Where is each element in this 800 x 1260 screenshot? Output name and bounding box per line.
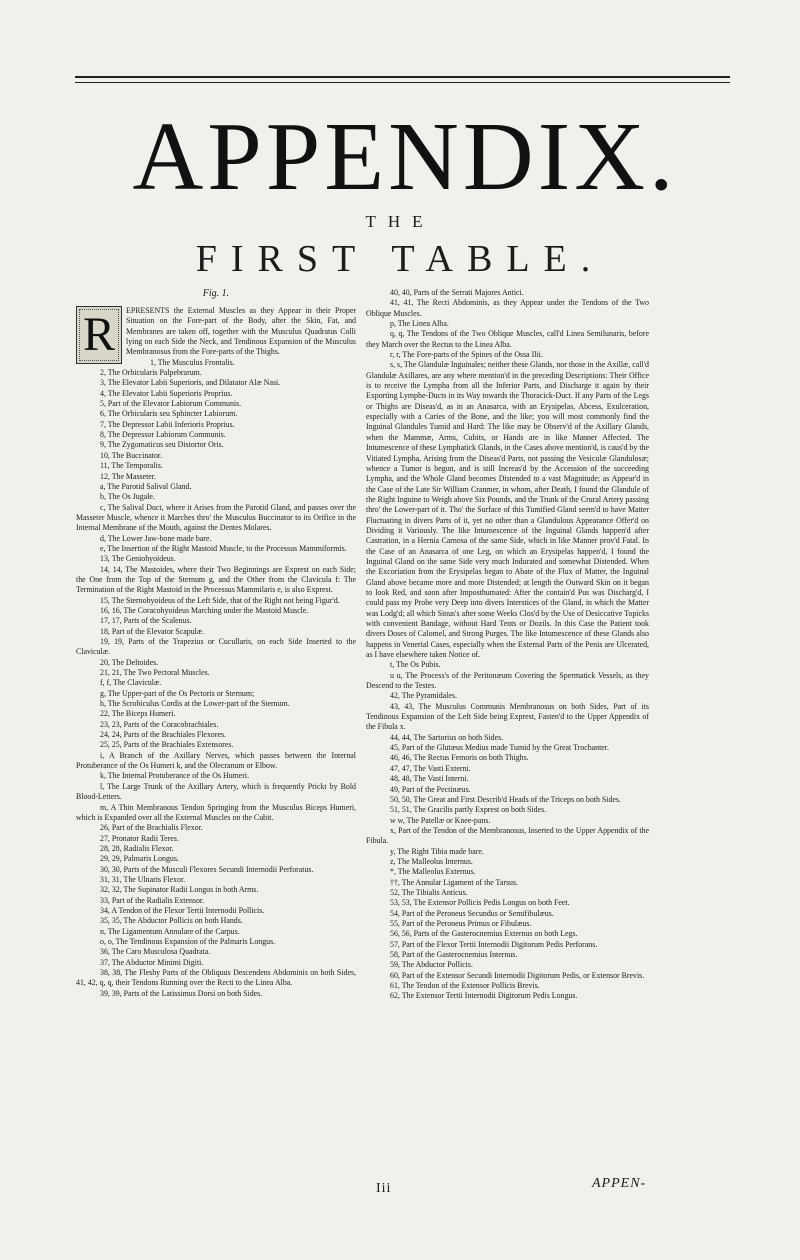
entry-paragraph: 58, Part of the Gasterocnemius Internus.	[390, 950, 518, 959]
entry-paragraph: i, A Branch of the Axillary Nerves, which passes between the Internal Protuberance of the Os Humeri k, and the Olecranum or Elbow.	[76, 750, 356, 771]
entry-paragraph: 56, 56, Parts of the Gasterocnemius Externus on both Legs.	[390, 929, 578, 939]
entry-paragraph: 7, The Depressor Labii Inferioris Proprius.	[100, 419, 235, 429]
entry-paragraph: 41, 41, The Recti Abdominis, as they Appear under the Tendons of the Two Oblique Muscles.	[366, 298, 649, 318]
entry-paragraph: 40, 40, Parts of the Serrati Majores Antici.	[390, 288, 524, 297]
entry-paragraph: 4, The Elevator Labii Superioris Proprius.	[100, 388, 233, 398]
entry-paragraph: 35, 35, The Abductor Pollicis on both Hands.	[100, 916, 243, 926]
entry-paragraph: 17, 17, Parts of the Scalenus.	[100, 616, 192, 626]
top-rule-thin	[75, 82, 730, 83]
entry-paragraph: b, The Os Jugale.	[100, 492, 155, 502]
entry-paragraph: 8, The Depressor Labiorum Communis.	[100, 430, 226, 440]
entry-paragraph: 29, 29, Palmaris Longus.	[100, 854, 179, 864]
entry-paragraph: 36, The Caro Musculosa Quadrata.	[100, 947, 211, 957]
entry-paragraph: 51, 51, The Gracilis partly Exprest on both Sides.	[390, 805, 547, 815]
entry-paragraph: 23, 23, Parts of the Coracobrachiales.	[100, 719, 219, 729]
entry-paragraph: l, The Large Trunk of the Axillary Artery, which is frequently Prickt by Bold Blood-Letters.	[76, 781, 356, 802]
entry-paragraph: t, The Os Pubis.	[390, 660, 441, 670]
entry-paragraph: y, The Right Tibia made bare.	[390, 846, 484, 856]
catchword: APPEN-	[592, 1176, 647, 1191]
entry-paragraph: o, o, The Tendinous Expansion of the Palmaris Longus.	[100, 936, 276, 946]
signature-mark: Iii	[376, 1181, 392, 1196]
right-column	[366, 288, 649, 1002]
entry-paragraph: 13, The Geniohyoideus.	[100, 554, 176, 564]
entry-paragraph: 33, Part of the Radialis Extensor.	[100, 895, 205, 905]
entry-paragraph: 60, Part of the Extensor Secundi Internodii Digitorum Pedis, or Extensor Brevis.	[390, 970, 645, 980]
entry-paragraph: k, The Internal Protuberance of the Os Humeri.	[100, 771, 250, 781]
entry-paragraph: 15, The Sternohyoideus of the Left Side, that of the Right not being Figur'd.	[100, 595, 340, 605]
entry-paragraph: EPRESENTS the External Muscles as they Appear in their Proper Situation on the Fore-part of the Body, after the Skin, Fat, and Membranes are taken off, together with the Musculus Quadratus Colli lying on each Side the Neck, and Tendinous Expansion of the Musculus Membranosus from the Fore-parts of the Thighs.	[126, 306, 356, 357]
entry-paragraph: 43, 43, The Musculus Communis Membranosus on both Sides, Part of its Tendinous Expansion of the Left Side being Exprest, Fasten'd to the Upper Appendix of the Fibula x.	[366, 701, 649, 732]
ornamental-initial	[76, 306, 122, 364]
entry-paragraph: *, The Malleolus Externus.	[390, 867, 476, 877]
left-entries	[76, 306, 356, 999]
entry-paragraph: 20, The Deltoides.	[100, 657, 159, 667]
entry-paragraph: 1, The Musculus Frontalis.	[150, 357, 235, 367]
subtitle-table: FIRST TABLE.	[195, 238, 605, 280]
entry-paragraph: 24, 24, Parts of the Brachiales Flexores.	[100, 730, 227, 740]
entry-paragraph: 27, Pronator Radii Teres.	[100, 833, 179, 843]
entry-paragraph: g, The Upper-part of the Os Pectoris or Sternum;	[100, 688, 255, 698]
entry-paragraph: 12, The Masseter.	[100, 471, 156, 481]
entry-paragraph: 26, Part of the Brachialis Flexor.	[100, 823, 203, 833]
entry-paragraph: 18, Part of the Elevator Scapulæ.	[100, 626, 205, 636]
entry-paragraph: d, The Lower Jaw-bone made bare.	[100, 533, 212, 543]
entry-paragraph: a, The Parotid Salival Gland.	[100, 481, 192, 491]
entry-paragraph: z, The Malleolus Internus.	[390, 856, 473, 866]
top-rule	[75, 76, 730, 78]
entry-paragraph: 3, The Elevator Labii Superioris, and Dilatator Alæ Nasi.	[100, 378, 281, 388]
entry-paragraph: ††, The Annular Ligament of the Tarsus.	[390, 877, 519, 887]
entry-paragraph: 21, 21, The Two Pectoral Muscles.	[100, 668, 210, 678]
entry-paragraph: 22, The Biceps Humeri.	[100, 709, 176, 719]
entry-paragraph: 28, 28, Radialis Flexor.	[100, 843, 174, 853]
entry-paragraph: 32, 32, The Supinator Radii Longus in both Arms.	[100, 885, 259, 895]
entry-paragraph: 6, The Orbicularis seu Sphincter Labiorum.	[100, 409, 238, 419]
subtitle-the: THE	[365, 212, 435, 231]
entry-paragraph: 49, Part of the Pectinæus.	[390, 784, 471, 794]
figure-label: Fig. 1.	[202, 288, 230, 299]
entry-paragraph: 37, The Abductor Minimi Digiti.	[100, 957, 204, 967]
entry-paragraph: 61, The Tendon of the Extensor Pollicis Brevis.	[390, 981, 540, 991]
entry-paragraph: 50, 50, The Great and First Describ'd Heads of the Triceps on both Sides.	[390, 794, 621, 804]
entry-paragraph: 53, 53, The Extensor Pollicis Pedis Longus on both Feet.	[390, 898, 570, 908]
entry-paragraph: 25, 25, Parts of the Brachiales Extensores.	[100, 740, 234, 750]
entry-paragraph: 57, Part of the Flexor Tertii Internodii Digitorum Pedis Perforans.	[390, 939, 598, 949]
entry-paragraph: 55, Part of the Peroneus Primus or Fibulæus.	[390, 918, 532, 928]
entry-paragraph: 45, Part of the Glutæus Medius made Tumid by the Great Trochanter.	[390, 743, 609, 753]
entry-paragraph: h, The Scrobiculus Cordis at the Lower-part of the Sternum.	[100, 699, 290, 709]
entry-paragraph: 39, 39, Parts of the Latissimus Dorsi on both Sides.	[100, 988, 263, 998]
dropcap-letter: R	[82, 308, 115, 361]
entry-paragraph: 42, The Pyramidales.	[390, 691, 457, 701]
entry-paragraph: 11, The Temporalis.	[100, 461, 163, 471]
entry-paragraph: s, s, The Glandulæ Inguinales; neither these Glands, nor those in the Axillæ, call'd Glandulæ Axillares, are any where mention'd in the preceding Descriptions: Their Office is to receive the Lympha from all the Inferior Parts, and Discharge it again by their Exporting Lymphe-Ducts in its Way towards the Thoracick-Duct. If any Parts of the Legs or Thighs are Diseas'd, as in an Anasarca, with an Erysipelas, Abcess, Exulceration, especially with a Caries of the Bone, and the like; you will most commonly find the Inguinal Glandules Tumid and Hard: The like may be Observ'd of the Axillary Glands, when the Mammæ, Arms, Cubits, or Hands are in like Manner Affected. The Intumescence of these Lymphatick Glands, in the Cases above mention'd, is caus'd by the Vitiated Lympha, Arising from the Diseas'd Parts, not passing the Vesiculæ Glandulosæ; whence a Tumor is begun, and is still Increas'd by the Accession of the succeeding Lympha, and the Whole Gland becomes Distended to a vast Magnitude; as Appear'd in the Case of the Late Sir William Cranmer, in whom, after Death, I found the Glandule of the Right Inguine to Weigh above Six Pounds, and the Trunk of the Crural Artery passing thro' the Lower-part of it. Tho' the Surface of this Tumified Gland seem'd to have Matter Fluctuating in divers Parts of it, yet no other than a Glandulous Appearance Offer'd on Dividing it Variously. The like Intumescence of the Inguinal Glands happen'd after Castration, in a Hernia Carnosa of the same Side, which in like Manner prov'd Fatal. In the Case of an Anasarca of one Leg, on which an Erysipelas happen'd, I found the Inguinal Gland on the same Side very much Indurated and somewhat Distended. When the Excoriation from the Erysipelas began to Abate of the Flux of Matter, the Inguinal Gland above became more and more Distended; at length the Outward Skin on it began to look Red, and soon after Imposthumated: After the contain'd Pus was Discharg'd, I could pass my Probe very Deep into divers Interstices of the Gland, in which the Matter was Lodg'd; all which Sinus's after some Weeks Clos'd by the Use of Desiccative Topicks with convenient Bandage, without Hard Tents or Dozils. In this Case the Patient took divers Doses of Calomel, and Strong Purges. The like Intumescence of these Glands also happens in Venerial Cases, especially when the External Parts of the Penis are Ulcerated, as I have elsewhere taken Notice of.	[366, 360, 649, 660]
entry-paragraph: 52, The Tibialis Anticus.	[390, 887, 468, 897]
entry-paragraph: 46, 46, The Rectus Femoris on both Thighs.	[390, 753, 529, 763]
entry-paragraph: f, f, The Claviculæ.	[100, 678, 162, 688]
entry-paragraph: x, Part of the Tendon of the Membranosus, Inserted to the Upper Appendix of the Fibula.	[366, 825, 649, 846]
entry-paragraph: 19, 19, Parts of the Trapezius or Cucullaris, on each Side Inserted to the Claviculæ.	[76, 637, 356, 657]
entry-paragraph: m, A Thin Membranous Tendon Springing from the Musculus Biceps Humeri, which is Expanded over all the External Muscles on the Cubit.	[76, 802, 356, 822]
entry-paragraph: 38, 38, The Fleshy Parts of the Obliquus Descendens Abdominis on both Sides, 41, 42, q, q, their Tendons Running over the Recti to the Linea Alba.	[76, 968, 356, 988]
entry-paragraph: 16, 16, The Coracohyoideus Marching under the Mastoid Muscle.	[100, 605, 309, 615]
entry-paragraph: 48, 48, The Vasti Interni.	[390, 774, 469, 784]
entry-paragraph: n, The Ligamentum Annulare of the Carpus.	[100, 926, 240, 936]
entry-paragraph: 5, Part of the Elevator Labiorum Communis.	[100, 399, 242, 409]
entry-paragraph: 14, 14, The Mastoides, where their Two Beginnings are Exprest on each Side; the One from the Top of the Sternum g, and the Other from the Clavicula f: The Termination of the Right Mastoid in the Processus Mammilaris e, is also Exprest.	[76, 564, 356, 595]
entry-paragraph: 2, The Orbicularis Palpebrarum.	[100, 368, 202, 378]
entry-paragraph: c, The Salival Duct, where it Arises from the Parotid Gland, and passes over the Masseter Muscle, whence it Marches thro' the Musculus Buccinator to its Orifice in the Internal Membrane of the Mouth, against the Dentes Molares.	[76, 502, 356, 533]
right-entries	[366, 288, 649, 1002]
entry-paragraph: 44, 44, The Sartorius on both Sides.	[390, 732, 504, 742]
entry-paragraph: 9, The Zygomaticus seu Distortor Oris.	[100, 440, 224, 450]
entry-paragraph: e, The Insertion of the Right Mastoid Muscle, to the Processus Mammiformis.	[100, 543, 347, 553]
entry-paragraph: 30, 30, Parts of the Musculi Flexores Secundi Internodii Perforatus.	[100, 864, 314, 874]
entry-paragraph: 59, The Abductor Pollicis.	[390, 960, 473, 970]
entry-paragraph: 31, 31, The Ulnaris Flexor.	[100, 874, 186, 884]
entry-paragraph: p, The Linea Alba.	[390, 319, 449, 329]
entry-paragraph: 10, The Buccinator.	[100, 450, 163, 460]
entry-paragraph: q, q, The Tendons of the Two Oblique Muscles, call'd Linea Semilunaris, before they March over the Rectus to the Linea Alba.	[366, 329, 649, 349]
page-title: APPENDIX.	[132, 103, 678, 211]
entry-paragraph: 62, The Extensor Tertii Internodii Digitorum Pedis Longus.	[390, 991, 578, 1001]
left-column	[76, 288, 356, 999]
entry-paragraph: w w, The Patellæ or Knee-pans.	[390, 815, 491, 825]
entry-paragraph: 34, A Tendon of the Flexor Tertii Internodii Pollicis.	[100, 905, 265, 915]
entry-paragraph: r, r, The Fore-parts of the Spines of the Ossa Ilii.	[390, 350, 543, 360]
entry-paragraph: 54, Part of the Peroneus Secundus or Semifibulæus.	[390, 908, 554, 918]
entry-paragraph: u u, The Process's of the Peritonæum Covering the Spermatick Vessels, as they Descend to the Testes.	[366, 670, 649, 691]
entry-paragraph: 47, 47, The Vasti Externi.	[390, 763, 471, 773]
